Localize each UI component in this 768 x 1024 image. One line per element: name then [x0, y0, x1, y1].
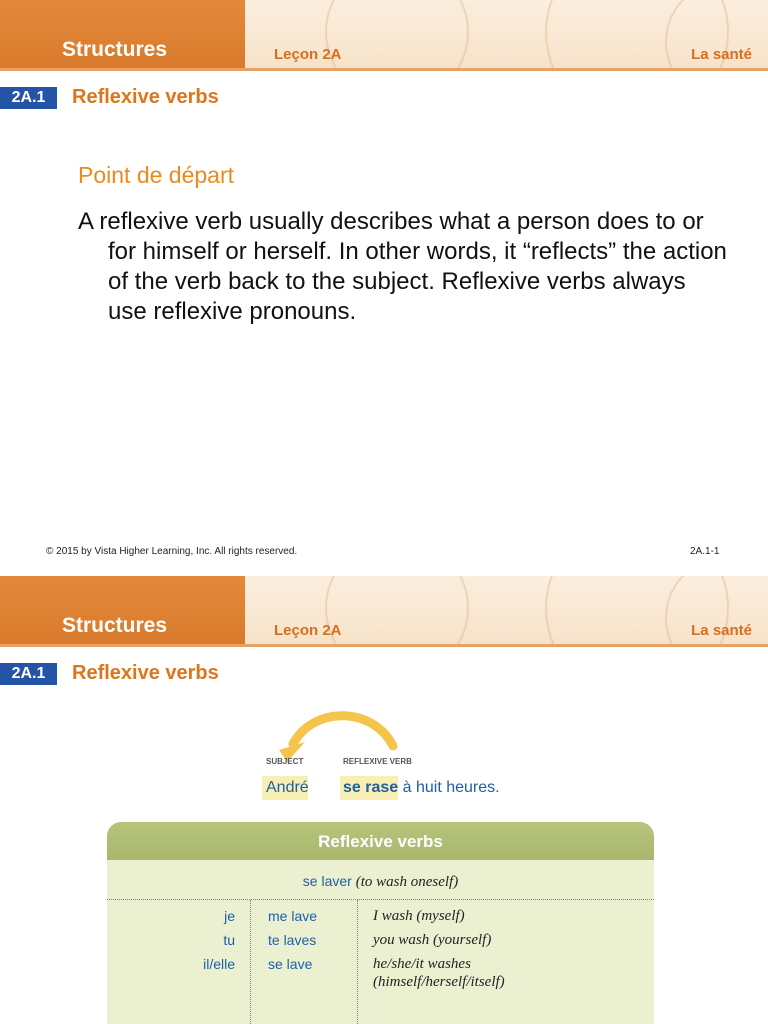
header-theme: La santé	[691, 622, 752, 639]
point-de-depart-heading: Point de départ	[78, 162, 235, 188]
reflexive-verb-label: REFLEXIVE VERB	[343, 757, 412, 766]
header-theme: La santé	[691, 46, 752, 63]
slide-2	[0, 576, 768, 1024]
column-divider	[250, 900, 251, 1024]
table-verb-heading	[107, 873, 654, 891]
header-rule	[0, 68, 768, 71]
page-number: 2A.1-1	[690, 546, 720, 557]
header-title: Structures	[62, 38, 168, 61]
header-rule	[0, 644, 768, 647]
example-subject: André	[266, 779, 309, 796]
table-row-translation: I wash (myself)	[373, 908, 465, 924]
example-rest: à huit heures.	[398, 779, 500, 796]
header-title: Structures	[62, 614, 168, 637]
slide-header	[0, 0, 768, 70]
section-number-badge: 2A.1	[0, 87, 57, 109]
slide-header	[0, 576, 768, 646]
header-lesson: Leçon 2A	[274, 622, 342, 639]
table-row-form: me lave	[268, 908, 318, 924]
table-row-pronoun: je	[224, 908, 235, 924]
copyright-footer: © 2015 by Vista Higher Learning, Inc. All rights reserved.	[46, 546, 298, 557]
table-row-translation: he/she/it washes (himself/herself/itself)	[373, 956, 505, 990]
column-divider	[357, 900, 358, 1024]
table-verb: se laver	[302, 873, 352, 889]
section-number-badge: 2A.1	[0, 663, 57, 685]
example-sentence	[343, 779, 500, 797]
example-verb: se rase	[343, 779, 399, 796]
table-row-pronoun: tu	[223, 932, 235, 948]
subject-label: SUBJECT	[266, 757, 304, 766]
body-paragraph: A reflexive verb usually describes what a person does to or for himself or herself. In other words, it “reflects” the action of the verb back to the subject. Reflexive verbs always use reflexive pronouns.	[78, 208, 727, 325]
table-divider	[107, 899, 654, 900]
header-lesson: Leçon 2A	[274, 46, 342, 63]
table-verb-gloss: (to wash oneself)	[355, 874, 459, 890]
table-title: Reflexive verbs	[107, 822, 654, 860]
section-title: Reflexive verbs	[72, 86, 219, 108]
reflexive-verbs-table	[107, 822, 654, 1024]
table-row-translation: you wash (yourself)	[373, 932, 492, 948]
table-row-form: te laves	[268, 932, 317, 948]
section-title: Reflexive verbs	[72, 662, 219, 684]
table-row-form: se lave	[268, 956, 313, 972]
table-row-pronoun: il/elle	[203, 956, 235, 972]
